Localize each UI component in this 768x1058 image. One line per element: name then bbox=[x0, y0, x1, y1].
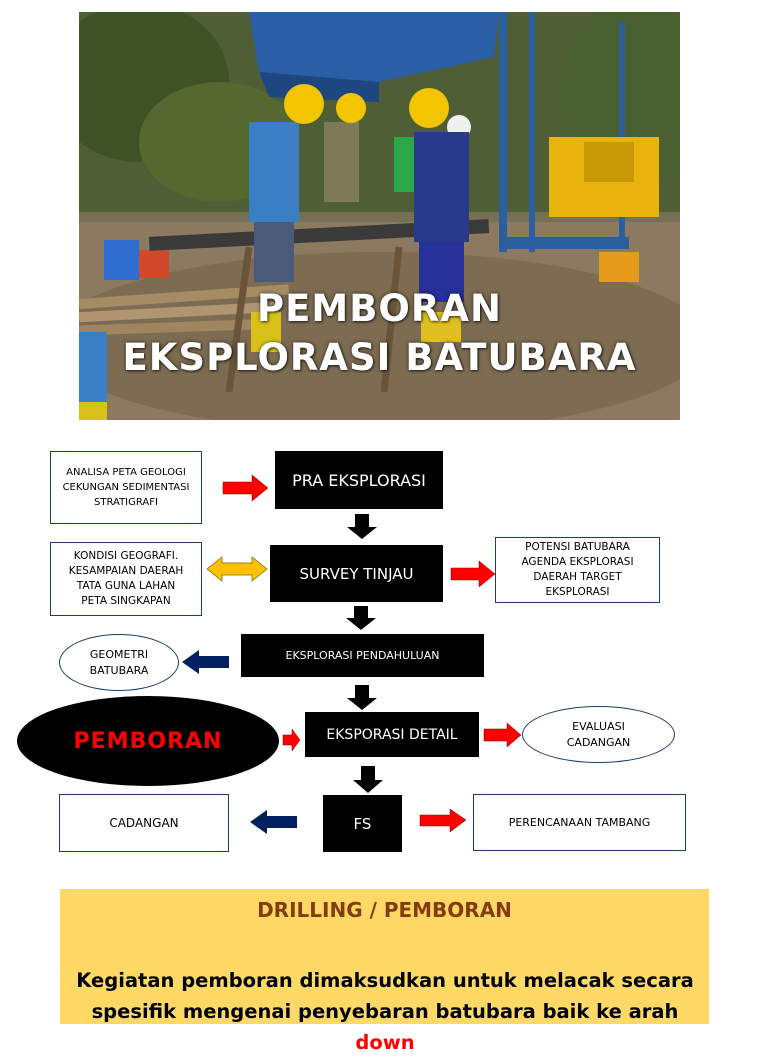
note-cadangan-text: CADANGAN bbox=[109, 815, 179, 830]
red-arrow-pemboran bbox=[283, 729, 300, 751]
step-eksplorasi-pendahuluan bbox=[241, 634, 484, 677]
step-survey-tinjau bbox=[270, 545, 443, 602]
drilling-body-highlight: down bbox=[355, 1031, 415, 1054]
drilling-body-text: Kegiatan pemboran dimaksudkan untuk melacak secara spesifik mengenai penyebaran batubara baik ke arah bbox=[76, 969, 694, 1023]
note-evaluasi-cadangan bbox=[522, 706, 675, 763]
down-arrow-4 bbox=[353, 766, 383, 793]
drilling-body bbox=[68, 965, 702, 1058]
down-arrow-2 bbox=[346, 606, 376, 630]
drilling-title: DRILLING / PEMBORAN bbox=[257, 898, 512, 922]
red-arrow-fs bbox=[420, 809, 466, 832]
hero-title-line-1: PEMBORAN bbox=[257, 287, 502, 330]
drilling-panel bbox=[60, 889, 709, 1054]
note-potensi-batubara bbox=[495, 537, 660, 603]
note-geologi-text: ANALISA PETA GEOLOGI CEKUNGAN SEDIMENTASI STRATIGRAFI bbox=[62, 467, 190, 508]
note-perencanaan-tambang bbox=[473, 794, 686, 851]
note-geologi bbox=[50, 451, 202, 524]
note-kondisi-geografi-text: KONDISI GEOGRAFI. KESAMPAIAN DAERAH TATA GUNA LAHAN PETA SINGKAPAN bbox=[68, 550, 184, 607]
hero-title bbox=[79, 284, 680, 382]
pemboran-label: PEMBORAN bbox=[73, 728, 223, 754]
step-eksplorasi-pendahuluan-label: EKSPLORASI PENDAHULUAN bbox=[285, 649, 440, 662]
step-survey-tinjau-label: SURVEY TINJAU bbox=[299, 564, 414, 583]
hero-title-line-2: EKSPLORASI BATUBARA bbox=[122, 336, 637, 379]
note-geometri-batubara-text: GEOMETRI BATUBARA bbox=[89, 647, 149, 677]
step-eksporasi-detail bbox=[305, 712, 479, 757]
note-geometri-batubara bbox=[59, 634, 179, 691]
note-evaluasi-cadangan-text: EVALUASI CADANGAN bbox=[566, 719, 631, 749]
navy-arrow-fs bbox=[250, 810, 297, 834]
gold-double-arrow bbox=[207, 557, 267, 581]
step-eksporasi-detail-label: EKSPORASI DETAIL bbox=[326, 726, 458, 743]
note-perencanaan-tambang-text: PERENCANAAN TAMBANG bbox=[508, 816, 651, 829]
red-arrow-detail bbox=[484, 723, 521, 747]
note-potensi-batubara-text: POTENSI BATUBARA AGENDA EKSPLORASI DAERAH TARGET EKSPLORASI bbox=[521, 541, 634, 598]
step-fs-label: FS bbox=[353, 814, 372, 833]
step-pra-eksplorasi-label: PRA EKSPLORASI bbox=[292, 470, 426, 490]
red-arrow-survey bbox=[451, 561, 495, 587]
down-arrow-1 bbox=[347, 514, 377, 539]
down-arrow-3 bbox=[347, 685, 377, 710]
hero-photo bbox=[79, 12, 680, 420]
note-kondisi-geografi bbox=[50, 542, 202, 616]
red-arrow-pra bbox=[223, 475, 268, 501]
note-cadangan bbox=[59, 794, 229, 852]
navy-arrow-pendahuluan bbox=[182, 650, 229, 674]
pemboran-ellipse bbox=[17, 696, 279, 786]
step-pra-eksplorasi bbox=[275, 451, 443, 509]
step-fs bbox=[323, 795, 402, 852]
